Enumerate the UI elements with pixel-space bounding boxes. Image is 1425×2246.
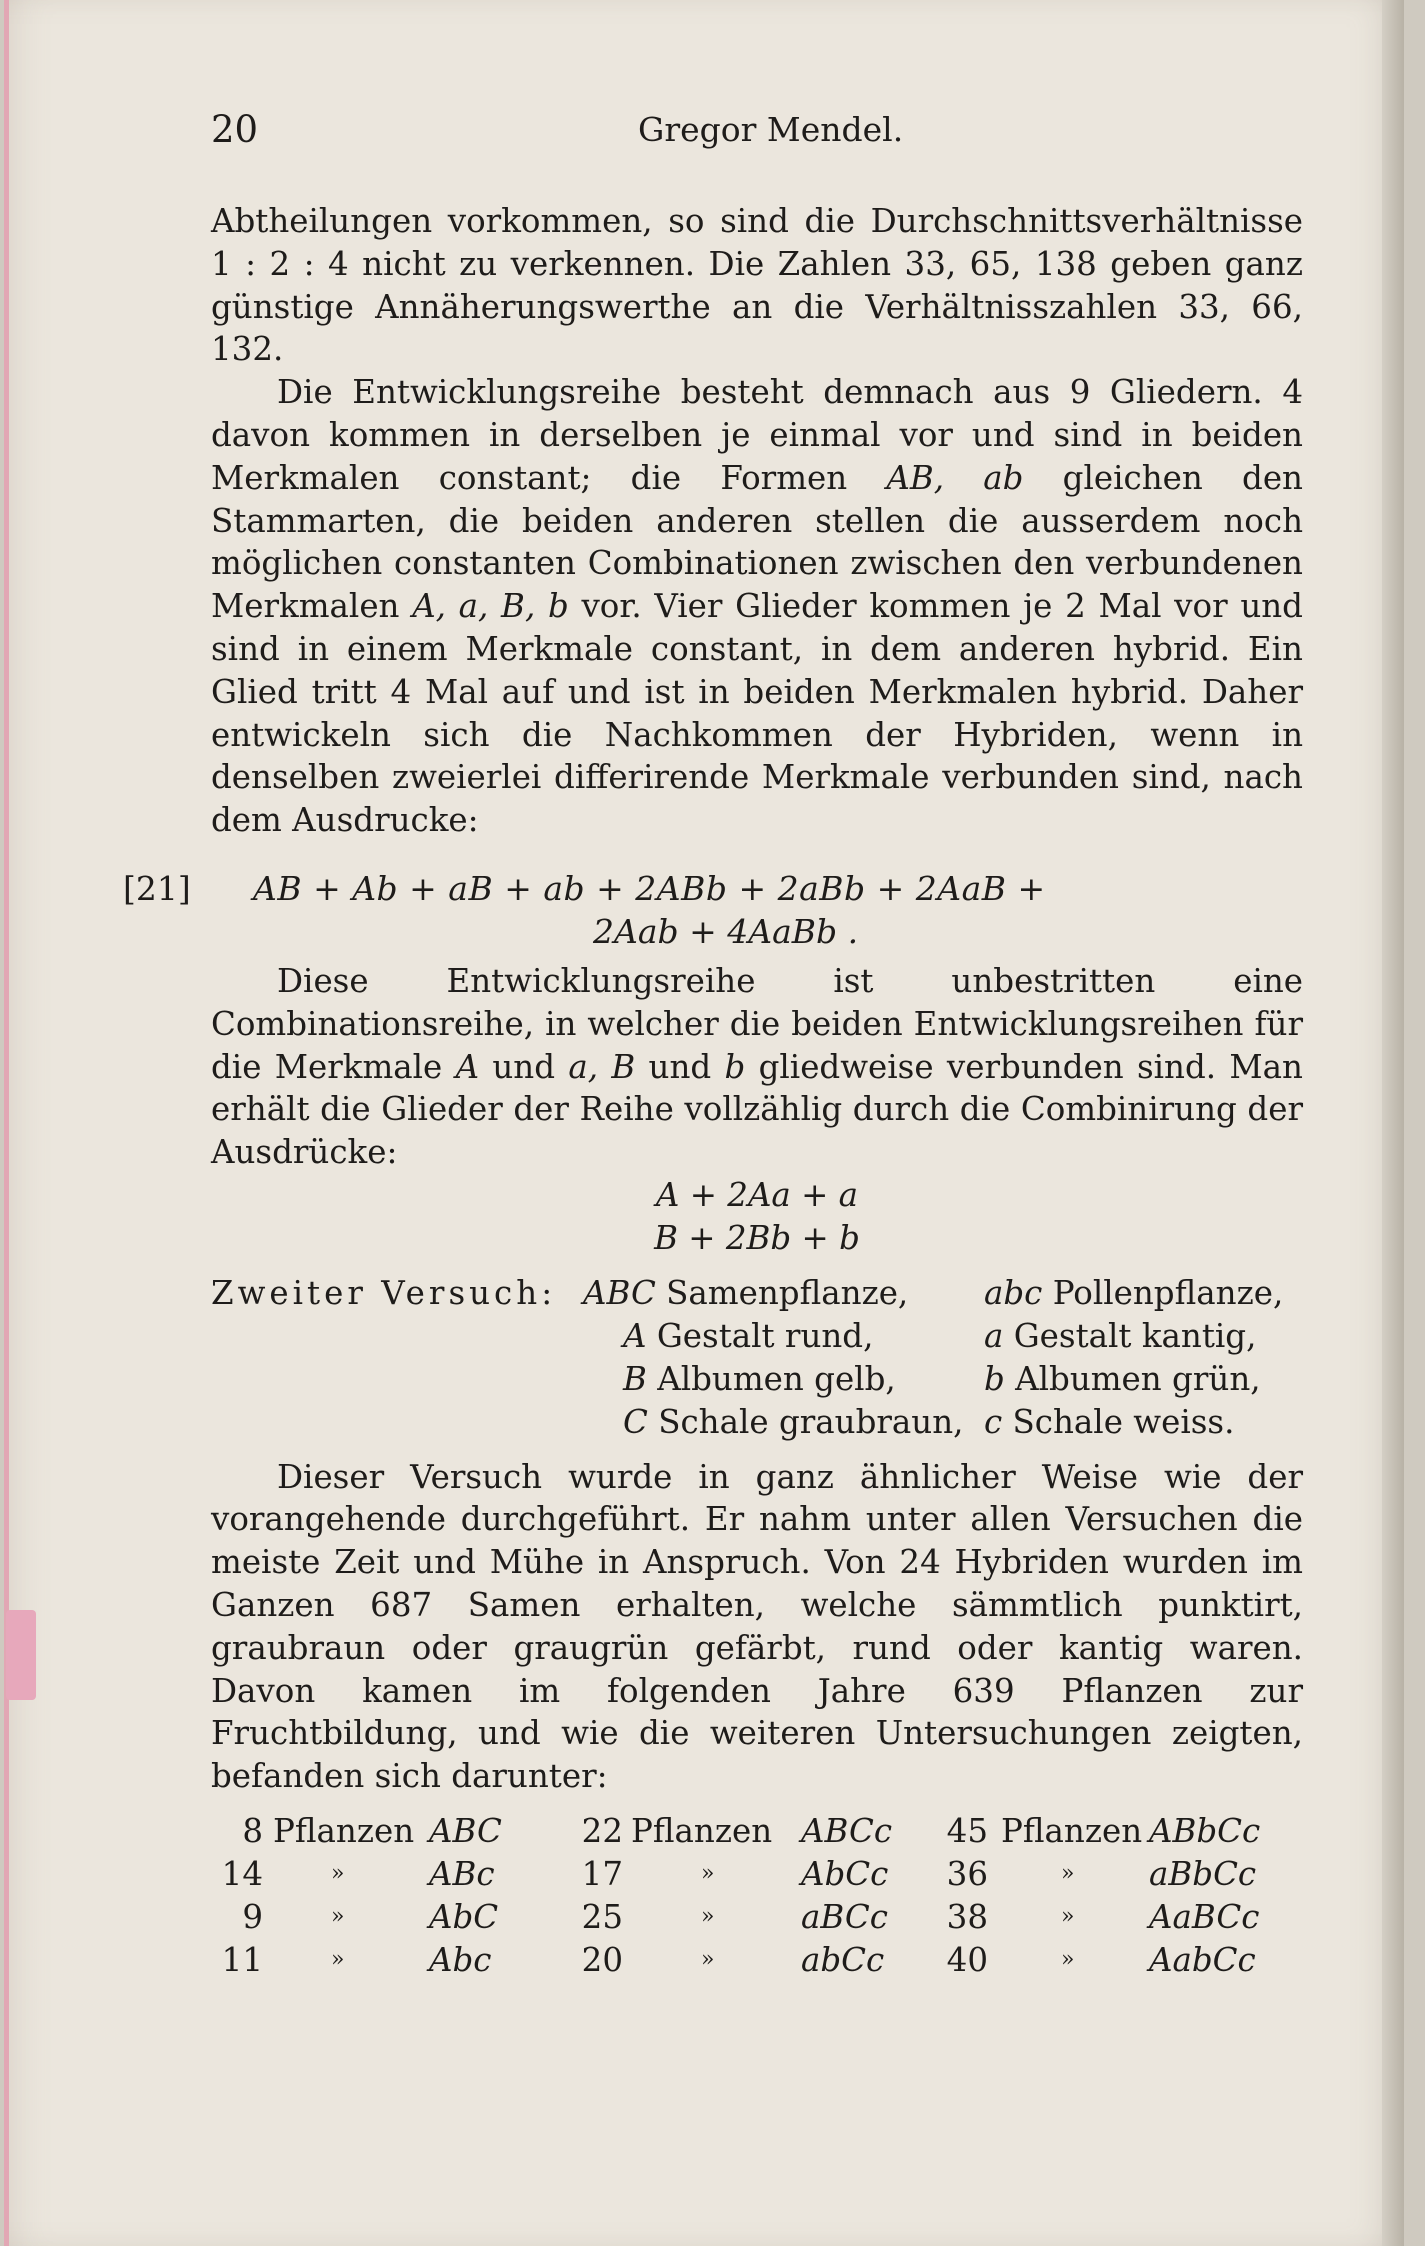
trait-code: b <box>984 1359 1005 1398</box>
table-row <box>211 1896 1303 1939</box>
seed-plant-traits <box>583 1272 964 1444</box>
text-run: gliedweise verbunden sind. Man erhält die Glieder der Reihe vollzählig durch die Combinirung der Ausdrücke: <box>211 1047 1303 1172</box>
trait-code: A <box>623 1316 647 1355</box>
trait-row <box>583 1358 964 1401</box>
genotype-cell: ABCc <box>801 1811 893 1850</box>
genotype-cell: AaBCc <box>1149 1897 1260 1936</box>
formula-21 <box>123 868 1303 954</box>
trait-row <box>984 1272 1283 1315</box>
text-run: und <box>635 1047 725 1086</box>
trait-row <box>583 1315 964 1358</box>
trait-code: C <box>623 1402 648 1441</box>
trait-text: Samenpflanze, <box>655 1273 909 1312</box>
ditto-mark: » <box>701 1903 715 1929</box>
table-row <box>211 1939 1303 1982</box>
trait-text: Schale graubraun, <box>647 1402 964 1441</box>
math-run: AB, ab <box>886 458 1024 497</box>
paragraph-1: Abtheilungen vorkommen, so sind die Durchschnittsverhältnisse 1 : 2 : 4 nicht zu verkennen. Die Zahlen 33, 65, 138 geben ganz günstige Annäherungswerthe an die Verhältnisszahlen 33, 66, 132. <box>211 202 1303 369</box>
expression-b: B + 2Bb + b <box>654 1218 860 1257</box>
ditto-mark: » <box>701 1946 715 1972</box>
plant-count-table <box>211 1810 1303 1982</box>
genotype-cell: AbCc <box>801 1854 889 1893</box>
math-run: b <box>724 1047 746 1086</box>
formula-line-1: AB + Ab + aB + ab + 2ABb + 2aBb + 2AaB + <box>253 868 1046 908</box>
label-cell: Pflanzen <box>631 1811 773 1850</box>
genotype-cell: aBbCc <box>1149 1854 1257 1893</box>
ditto-mark: » <box>331 1860 345 1886</box>
trait-code: ABC <box>583 1273 656 1312</box>
count-cell: 17 <box>581 1854 623 1893</box>
genotype-cell: AbC <box>429 1897 499 1936</box>
expression-a: A + 2Aa + a <box>655 1175 859 1214</box>
trait-code: c <box>984 1402 1003 1441</box>
label-cell: Pflanzen <box>1001 1811 1143 1850</box>
book-page <box>4 0 1404 2246</box>
trait-row <box>583 1401 964 1444</box>
label-cell: Pflanzen <box>273 1811 415 1850</box>
text-run: Die Entwicklungsreihe besteht demnach aus 9 Gliedern. 4 davon kommen in derselben je einmal vor und sind in beiden Merkmalen constant; die Formen <box>211 373 1303 497</box>
math-run: a, B <box>568 1047 636 1086</box>
count-cell: 25 <box>581 1897 623 1936</box>
genotype-cell: ABc <box>429 1854 495 1893</box>
math-run: A, a, B, b <box>412 587 569 626</box>
trait-code: B <box>623 1359 647 1398</box>
text-run: vor. Vier Glieder kommen je 2 Mal vor und sind in einem Merkmale constant, in dem anderen hybrid. Ein Glied tritt 4 Mal auf und ist in beiden Merkmalen hybrid. Daher entwickeln sich die Nachkommen der Hybriden, wenn in denselben zweierlei differirende Merkmale verbunden sind, nach dem Ausdrucke: <box>211 587 1303 840</box>
trait-row <box>583 1272 964 1315</box>
ditto-mark: » <box>1061 1860 1075 1886</box>
text-run: Diese Entwicklungsreihe ist unbestritten eine Combinationsreihe, in welcher die beiden Entwicklungsreihen für die Merkmale <box>211 961 1303 1086</box>
genotype-cell: Abc <box>429 1940 492 1979</box>
count-cell: 11 <box>221 1940 263 1979</box>
count-cell: 9 <box>242 1897 263 1936</box>
formula-line-2: 2Aab + 4AaBb . <box>593 911 859 951</box>
genotype-cell: ABC <box>429 1811 502 1850</box>
pollen-plant-traits <box>984 1272 1283 1444</box>
ditto-mark: » <box>1061 1903 1075 1929</box>
text-run: und <box>479 1047 569 1086</box>
count-cell: 22 <box>581 1811 623 1850</box>
running-title: Gregor Mendel. <box>638 110 904 149</box>
trait-text: Albumen grün, <box>1004 1359 1261 1398</box>
paragraph-3 <box>211 960 1303 1174</box>
page-edge-stain <box>6 1610 36 1700</box>
count-cell: 8 <box>242 1811 263 1850</box>
page-number: 20 <box>211 108 259 151</box>
count-cell: 40 <box>946 1940 988 1979</box>
trait-text: Gestalt rund, <box>646 1316 874 1355</box>
experiment-title: Zweiter Versuch: <box>211 1273 557 1312</box>
trait-text: Schale weiss. <box>1002 1402 1235 1441</box>
experiment-description <box>211 1272 1303 1444</box>
count-cell: 36 <box>946 1854 988 1893</box>
page-body <box>123 200 1303 1982</box>
genotype-cell: AabCc <box>1149 1940 1256 1979</box>
count-cell: 14 <box>221 1854 263 1893</box>
genotype-cell: abCc <box>801 1940 885 1979</box>
count-cell: 45 <box>946 1811 988 1850</box>
trait-text: Pollenpflanze, <box>1042 1273 1284 1312</box>
page-header <box>211 108 1301 158</box>
trait-row <box>984 1315 1283 1358</box>
paragraph-4: Dieser Versuch wurde in ganz ähnlicher Weise wie der vorangehende durchgeführt. Er nahm unter allen Versuchen die meiste Zeit und Mühe in Anspruch. Von 24 Hybriden wurden im Ganzen 687 Samen erhalten, welche sämmtlich punktirt, graubraun oder graugrün gefärbt, rund oder kantig waren. Davon kamen im folgenden Jahre 639 Pflanzen zur Fruchtbildung, und wie die weiteren Untersuchungen zeigten, befanden sich darunter: <box>211 1457 1303 1796</box>
formula-number: [21] <box>123 868 191 908</box>
genotype-cell: aBCc <box>801 1897 888 1936</box>
genotype-cell: ABbCc <box>1149 1811 1261 1850</box>
count-cell: 38 <box>946 1897 988 1936</box>
ditto-mark: » <box>701 1860 715 1886</box>
trait-text: Gestalt kantig, <box>1003 1316 1257 1355</box>
trait-text: Albumen gelb, <box>646 1359 896 1398</box>
count-cell: 20 <box>581 1940 623 1979</box>
paragraph-2 <box>211 371 1303 842</box>
trait-code: abc <box>984 1273 1043 1312</box>
table-row <box>211 1810 1303 1853</box>
text-run: gleichen den Stammarten, die beiden anderen stellen die ausserdem noch möglichen constanten Combinationen zwischen den verbundenen Merkmalen <box>211 458 1303 626</box>
page-gutter-shadow <box>1382 0 1404 2246</box>
table-row <box>211 1853 1303 1896</box>
ditto-mark: » <box>331 1903 345 1929</box>
math-run: A <box>455 1047 480 1086</box>
ditto-mark: » <box>331 1946 345 1972</box>
ditto-mark: » <box>1061 1946 1075 1972</box>
trait-row <box>984 1358 1283 1401</box>
trait-row <box>984 1401 1283 1444</box>
trait-code: a <box>984 1316 1004 1355</box>
